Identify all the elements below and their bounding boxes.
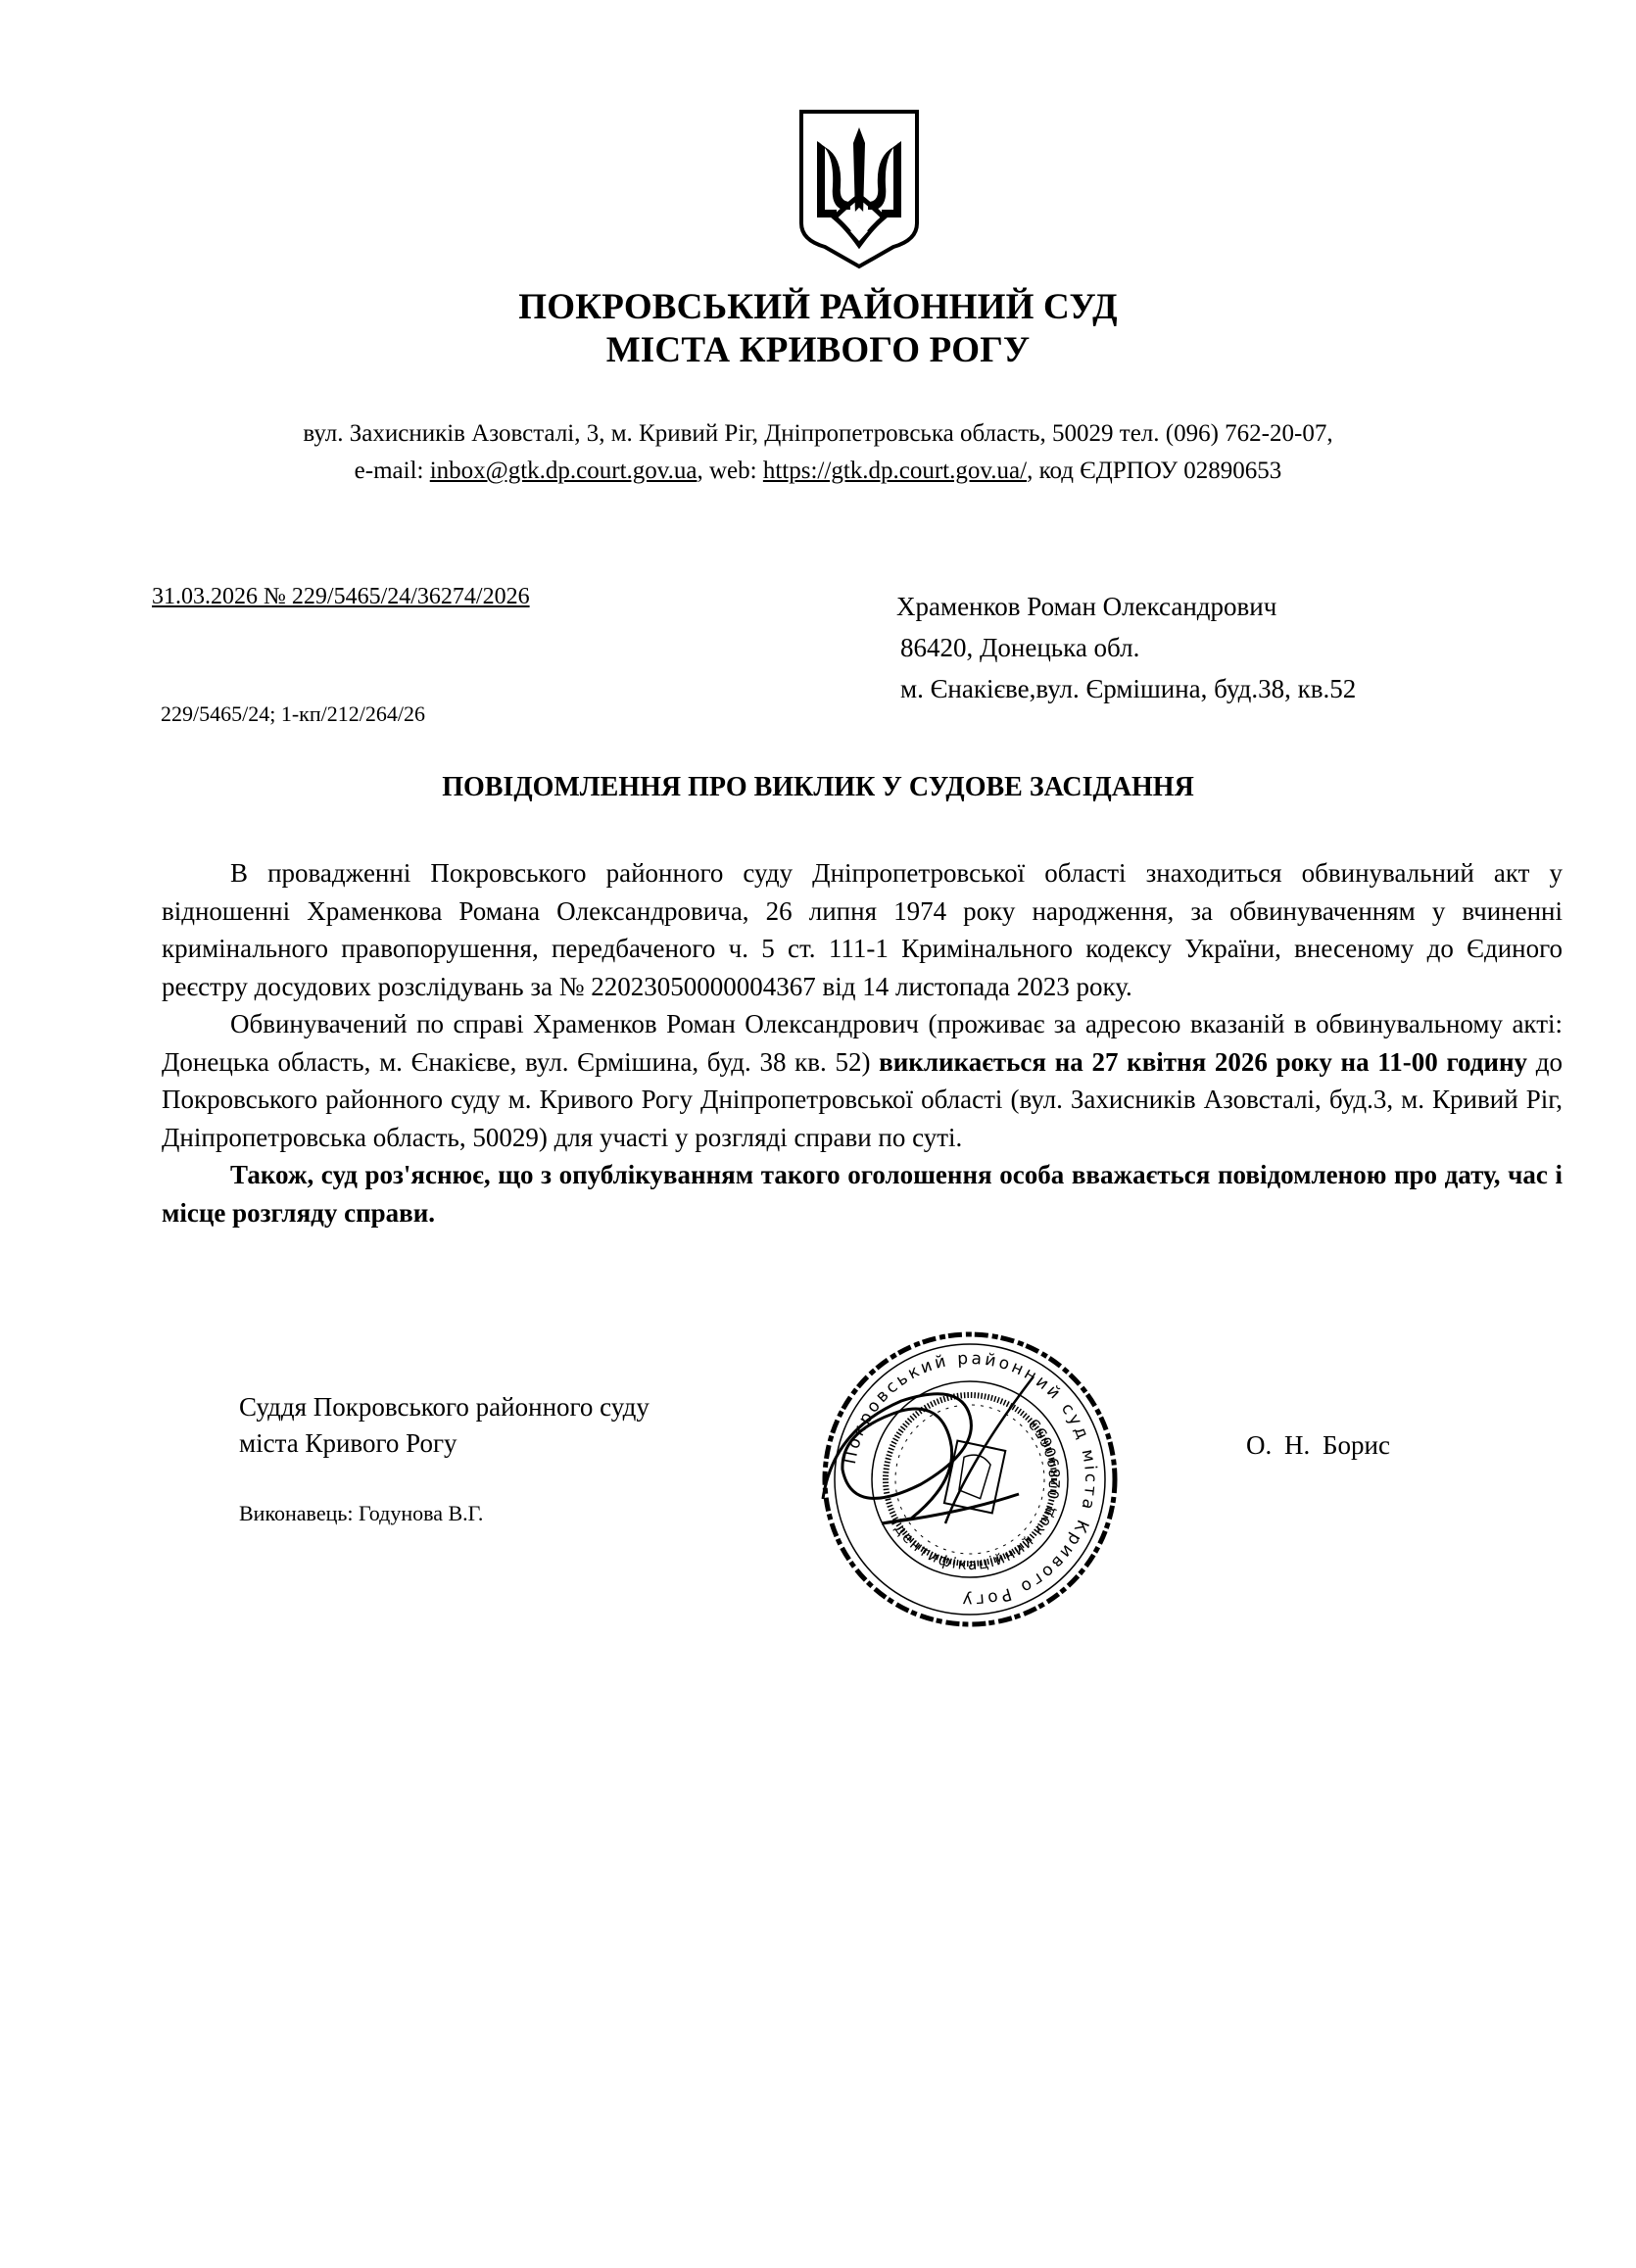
court-seal-stamp-icon (813, 1323, 1127, 1636)
judge-title-line1: Суддя Покровського районного суду (239, 1392, 650, 1422)
svg-text:Покровський районний суд міста: Покровський районний суд міста Кривого Рогу (840, 1348, 1101, 1611)
recipient-block (896, 586, 1356, 709)
notice-text: Також, суд роз'яснює, що з опублікуванням такого оголошення особа вважається повідомленою про дату, час і місце розгляду справи. (162, 1160, 1563, 1228)
judge-name: О. Н. Борис (1246, 1430, 1390, 1460)
web-link[interactable]: https://gtk.dp.court.gov.ua/ (762, 458, 1028, 484)
svg-text:Ідентифікаційний код 02890653: Ідентифікаційний код 02890653 (887, 1413, 1065, 1574)
judge-title (239, 1389, 650, 1462)
edrpou-code: , код ЄДРПОУ 02890653 (1027, 458, 1282, 484)
recipient-name: Храменков Роман Олександрович (896, 592, 1277, 621)
case-reference: 229/5465/24; 1-кп/212/264/26 (161, 701, 425, 726)
judge-title-line2: міста Кривого Рогу (239, 1428, 457, 1458)
document-body (162, 854, 1563, 1231)
paragraph-notice (162, 1156, 1563, 1231)
summons-text-start: Обвинувачений по справі Храменков Роман Олександрович (проживає за адресою вказаній в обвинувальному акті: Донецька область, м. Єнакієве, вул. Єрмішина, буд. 38 кв. 52) (162, 1009, 1563, 1077)
court-address: вул. Захисників Азовсталі, 3, м. Кривий Ріг, Дніпропетровська область, 50029 тел. (096) 762-20-07, (303, 420, 1333, 447)
executor: Виконавець: Годунова В.Г. (239, 1501, 484, 1525)
ukraine-coat-of-arms-icon (795, 108, 923, 269)
outgoing-reference: 31.03.2026 № 229/5465/24/36274/2026 (152, 584, 530, 609)
document-heading: ПОВІДОМЛЕННЯ ПРО ВИКЛИК У СУДОВЕ ЗАСІДАННЯ (442, 772, 1194, 802)
email-link[interactable]: inbox@gtk.dp.court.gov.ua (429, 458, 698, 484)
recipient-address-line2: м. Єнакієве,вул. Єрмішина, буд.38, кв.52 (900, 674, 1357, 703)
court-online-contacts (0, 453, 1636, 490)
web-label: , web: (697, 458, 763, 484)
summons-date-time: викликається на 27 квітня 2026 року на 11-00 годину (879, 1046, 1528, 1077)
court-name-line1: ПОКРОВСЬКИЙ РАЙОННИЙ СУД (518, 287, 1118, 327)
court-contacts (0, 415, 1636, 490)
recipient-address-line1: 86420, Донецька обл. (900, 633, 1140, 662)
summons-text-end: до Покровського районного суду м. Кривого Рогу Дніпропетровської області (вул. Захисників Азовсталі, буд.3, м. Кривий Ріг, Дніпропетровська область, 50029) для участі у розгляді справи по суті. (162, 1046, 1563, 1152)
paragraph-proceedings: В провадженні Покровського районного суду Дніпропетровської області знаходиться обвинувальний акт у відношенні Храменкова Романа Олександровича, 26 липня 1974 року народження, за обвинуваченням у вчиненні кримінального правопорушення, передбаченого ч. 5 ст. 111-1 Кримінального кодексу України, внесеному до Єдиного реєстру досудових розслідувань за № 22023050000004367 від 14 листопада 2023 року. (162, 858, 1563, 1001)
email-label: e-mail: (354, 458, 430, 484)
court-name-line2: МІСТА КРИВОГО РОГУ (605, 330, 1031, 370)
paragraph-summons (162, 1005, 1563, 1156)
court-name (0, 286, 1636, 372)
